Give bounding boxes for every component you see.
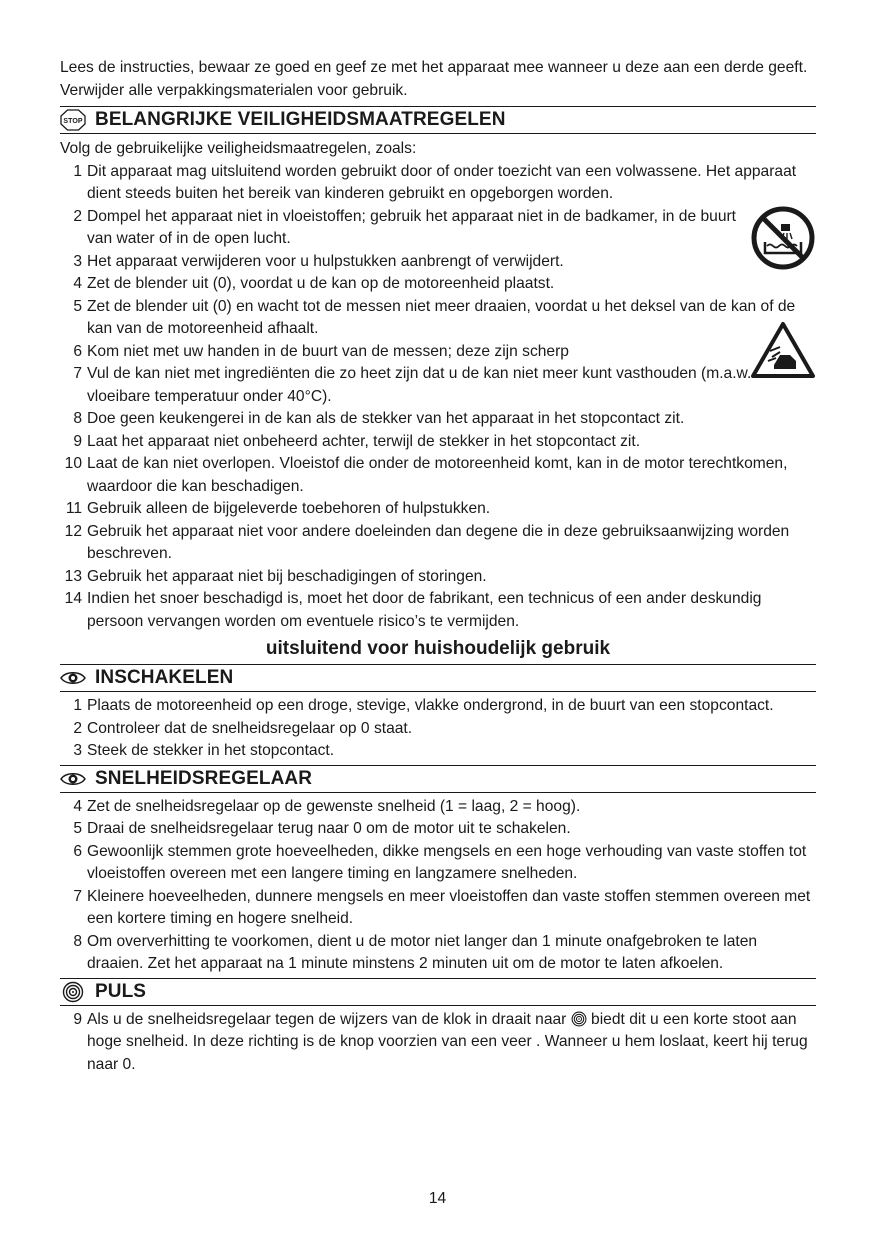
household-note: uitsluitend voor huishoudelijk gebruik	[265, 638, 611, 659]
item-text: Gebruik het apparaat niet voor andere doeleinden dan degene die in deze gebruiksaanwijzing worden beschreven.	[87, 522, 790, 562]
item-text: Zet de blender uit (0) en wacht tot de messen niet meer draaien, voordat u het deksel van de kan of de kan van de motoreenheid afhaalt.	[87, 297, 796, 337]
item-number: 13	[64, 567, 82, 585]
item-number: 14	[64, 590, 82, 607]
item-text: Om oververhitting te voorkomen, dient u de motor niet langer dan 1 minute onafgebroken te laten draaien. Zet het apparaat na 1 minute minstens 2 minuten uit om de motor te laten afkoelen.	[87, 932, 758, 972]
pulse-section-header	[60, 978, 816, 1006]
pulse-text-before: Als u de snelheidsregelaar tegen de wijzers van de klok in draait naar	[87, 1010, 567, 1028]
item-text: Gebruik alleen de bijgeleverde toebehoren of hulpstukken.	[87, 500, 491, 517]
list-item	[60, 718, 816, 741]
list-item	[60, 431, 816, 454]
item-number: 8	[73, 932, 82, 950]
speed-title: SNELHEIDSREGELAAR	[95, 767, 313, 789]
list-item	[60, 453, 816, 498]
item-number: 6	[73, 342, 82, 360]
item-number: 2	[73, 719, 82, 737]
safety-list	[60, 161, 816, 634]
item-text: Indien het snoer beschadigd is, moet het door de fabrikant, een technicus of een ander deskundig persoon vervangen worden om eventuele risico’s te vermijden.	[87, 590, 762, 630]
speed-section-header	[60, 765, 816, 793]
item-text: Gebruik het apparaat niet bij beschadigingen of storingen.	[87, 567, 487, 585]
list-item	[60, 498, 816, 521]
item-text: Laat de kan niet overlopen. Vloeistof die onder de motoreenheid komt, kan in de motor terechtkomen, waardoor die kan beschadigen.	[87, 455, 788, 495]
item-text: Doe geen keukengerei in de kan als de stekker van het apparaat in het stopcontact zit.	[87, 410, 685, 427]
list-item	[60, 363, 816, 408]
list-item	[60, 695, 816, 718]
list-item	[60, 206, 816, 251]
item-number: 1	[73, 162, 82, 180]
switch-on-list	[60, 695, 816, 763]
pulse-text-after: biedt dit u een korte stoot aan hoge snelheid. In deze richting is de knop voorzien van een veer . Wanneer u hem loslaat, keert hij terug naar 0.	[87, 1010, 808, 1073]
item-number: 1	[73, 697, 82, 714]
list-item	[60, 796, 816, 819]
list-item	[60, 161, 816, 206]
list-item	[60, 296, 816, 341]
switch-on-section-header	[60, 664, 816, 692]
list-item	[60, 886, 816, 931]
list-item	[60, 521, 816, 566]
item-number: 5	[73, 820, 82, 837]
manual-page	[60, 57, 816, 1076]
item-text: Controleer dat de snelheidsregelaar op 0 staat.	[87, 719, 413, 737]
stop-icon	[60, 109, 86, 131]
item-number: 9	[73, 432, 82, 450]
list-item	[60, 588, 816, 633]
list-item	[60, 408, 816, 431]
item-number: 5	[73, 297, 82, 315]
item-number: 8	[73, 410, 82, 427]
safety-section-header	[60, 106, 816, 134]
list-item	[60, 931, 816, 976]
item-text: Kleinere hoeveelheden, dunnere mengsels en meer vloeistoffen dan vaste stoffen stemmen overeen met een kortere timing en hogere snelheid.	[87, 887, 811, 927]
list-item	[60, 740, 816, 763]
item-text: Steek de stekker in het stopcontact.	[87, 742, 335, 759]
item-text: Zet de snelheidsregelaar op de gewenste snelheid (1 = laag, 2 = hoog).	[87, 797, 581, 815]
safety-title: BELANGRIJKE VEILIGHEIDSMAATREGELEN	[95, 109, 506, 130]
item-text: Gewoonlijk stemmen grote hoeveelheden, dikke mengsels en een hoge verhouding van vaste stoffen tot vloeistoffen overeen met een langere timing en langzamere snelheden.	[87, 842, 807, 882]
svg-text:STOP: STOP	[63, 118, 83, 125]
item-text: Dit apparaat mag uitsluitend worden gebruikt door of onder toezicht van een volwassene. Het apparaat dient steeds buiten het bereik van kinderen gebruikt en opgeborgen worden.	[87, 162, 797, 202]
list-item	[60, 818, 816, 841]
item-text: Plaats de motoreenheid op een droge, stevige, vlakke ondergrond, in de buurt van een stopcontact.	[87, 697, 774, 714]
item-number: 2	[73, 207, 82, 225]
item-text: Draai de snelheidsregelaar terug naar 0 om de motor uit te schakelen.	[87, 820, 571, 837]
intro-text: Lees de instructies, bewaar ze goed en geef ze met het apparaat mee wanneer u deze aan een derde geeft. Verwijder alle verpakkingsmaterialen voor gebruik.	[60, 59, 808, 99]
item-text: Dompel het apparaat niet in vloeistoffen; gebruik het apparaat niet in de badkamer, in de buurt van water of in de open lucht.	[87, 207, 737, 247]
item-text: Het apparaat verwijderen voor u hulpstukken aanbrengt of verwijdert.	[87, 252, 564, 270]
eye-icon	[60, 768, 86, 790]
pulse-list	[60, 1009, 816, 1077]
no-water-immersion-icon	[751, 206, 815, 275]
item-text: Zet de blender uit (0), voordat u de kan op de motoreenheid plaatst.	[87, 275, 555, 292]
safety-lead: Volg de gebruikelijke veiligheidsmaatregelen, zoals:	[60, 140, 417, 157]
item-number: 7	[73, 887, 82, 905]
item-number: 7	[73, 365, 82, 382]
spiral-pulse-icon	[60, 981, 86, 1003]
speed-list	[60, 796, 816, 976]
sharp-blade-warning-icon	[750, 321, 816, 384]
item-text: Vul de kan niet met ingrediënten die zo heet zijn dat u de kan niet meer kunt vasthouden (m.a.w. vloeibare temperatuur onder 40°C).	[87, 365, 752, 405]
eye-icon	[60, 667, 86, 689]
list-item	[60, 251, 816, 274]
item-text	[82, 1009, 816, 1077]
item-number: 9	[73, 1010, 82, 1028]
item-number: 10	[64, 455, 82, 472]
item-number: 4	[73, 275, 82, 292]
list-item	[60, 841, 816, 886]
item-number: 11	[65, 500, 82, 517]
page-number: 14	[428, 1190, 447, 1207]
switch-on-title: INSCHAKELEN	[95, 667, 234, 688]
list-item	[60, 566, 816, 589]
item-number: 12	[64, 522, 82, 540]
item-number: 6	[73, 842, 82, 860]
item-text: Kom niet met uw handen in de buurt van de messen; deze zijn scherp	[87, 342, 569, 360]
list-item	[60, 1009, 816, 1077]
item-number: 3	[73, 252, 82, 270]
item-number: 4	[73, 797, 82, 815]
spiral-pulse-icon	[571, 1011, 587, 1027]
pulse-title: PULS	[95, 980, 147, 1002]
item-text: Laat het apparaat niet onbeheerd achter, terwijl de stekker in het stopcontact zit.	[87, 432, 641, 450]
list-item	[60, 273, 816, 296]
item-number: 3	[73, 742, 82, 759]
list-item	[60, 341, 816, 364]
